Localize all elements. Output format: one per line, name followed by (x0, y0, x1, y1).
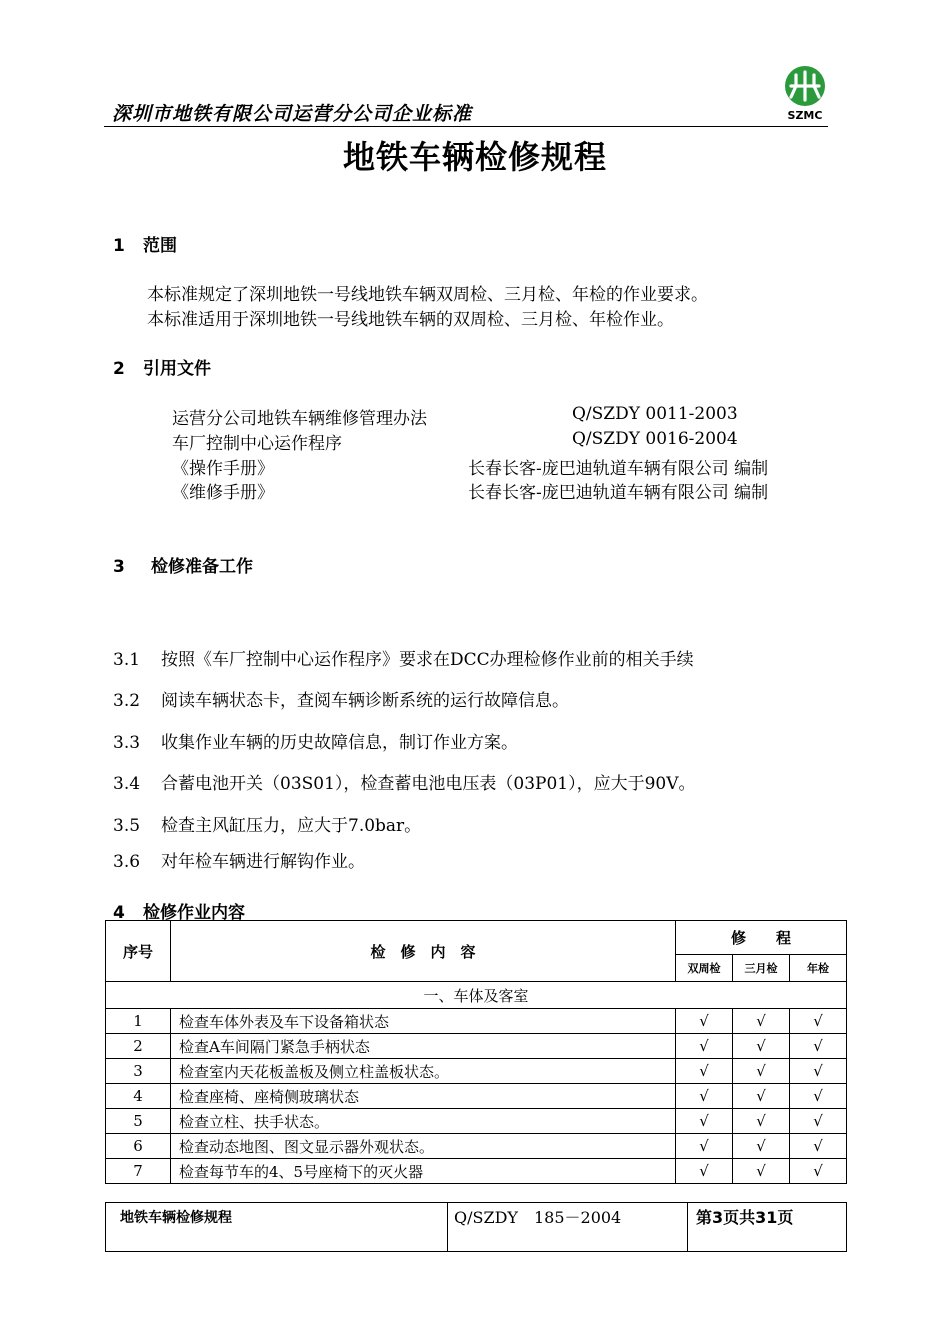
check-mark: √ (790, 1059, 847, 1084)
section-title: 范围 (143, 236, 177, 256)
section-number: 4 (113, 903, 125, 923)
table-row (106, 1134, 847, 1159)
row-content: 检查A车间隔门紧急手柄状态 (171, 1034, 676, 1059)
inspection-table (105, 920, 847, 1184)
row-content: 检查座椅、座椅侧玻璃状态 (171, 1084, 676, 1109)
check-mark: √ (733, 1134, 790, 1159)
row-number: 3 (106, 1059, 171, 1084)
seq-header: 序号 (106, 921, 171, 982)
prep-item-number: 3.5 (113, 816, 141, 836)
check-mark: √ (790, 1009, 847, 1034)
reference-code: Q/SZDY 0011-2003 (572, 404, 738, 424)
company-standard-header: 深圳市地铁有限公司运营分公司企业标准 (112, 103, 473, 125)
table-row (106, 1034, 847, 1059)
prep-item (113, 847, 365, 872)
reference-code: Q/SZDY 0016-2004 (572, 429, 738, 449)
process-header: 修 程 (676, 921, 847, 955)
prep-item-text: 按照《车厂控制中心运作程序》要求在DCC办理检修作业前的相关手续 (161, 650, 694, 670)
row-number: 4 (106, 1084, 171, 1109)
table-row (106, 1109, 847, 1134)
document-title: 地铁车辆检修规程 (342, 138, 607, 176)
section-number: 2 (113, 359, 125, 379)
row-number: 6 (106, 1134, 171, 1159)
row-content: 检查每节车的4、5号座椅下的灭火器 (171, 1159, 676, 1184)
row-content: 检查动态地图、图文显示器外观状态。 (171, 1134, 676, 1159)
table-row (106, 1084, 847, 1109)
check-mark: √ (790, 1084, 847, 1109)
section-title: 引用文件 (143, 359, 211, 379)
section-1-heading (113, 231, 177, 256)
logo-text: SZMC (787, 109, 823, 122)
table-row (106, 1009, 847, 1034)
table-group-row: 一、车体及客室 (106, 982, 847, 1009)
check-mark: √ (790, 1134, 847, 1159)
reference-name: 运营分公司地铁车辆维修管理办法 (172, 409, 427, 429)
check-mark: √ (733, 1159, 790, 1184)
section-2-heading (113, 354, 211, 379)
check-mark: √ (676, 1084, 733, 1109)
reference-code: 长春长客-庞巴迪轨道车辆有限公司 编制 (468, 483, 769, 503)
check-mark: √ (676, 1159, 733, 1184)
scope-paragraph: 本标准规定了深圳地铁一号线地铁车辆双周检、三月检、年检的作业要求。 (147, 285, 708, 305)
row-number: 7 (106, 1159, 171, 1184)
check-mark: √ (733, 1084, 790, 1109)
scope-paragraph: 本标准适用于深圳地铁一号线地铁车辆的双周检、三月检、年检作业。 (147, 310, 674, 330)
prep-item-number: 3.4 (113, 774, 141, 794)
prep-item (113, 769, 696, 794)
check-mark: √ (733, 1109, 790, 1134)
header-rule (104, 126, 828, 127)
prep-item-number: 3.3 (113, 733, 141, 753)
check-mark: √ (676, 1109, 733, 1134)
prep-item (113, 686, 569, 711)
section-number: 3 (113, 557, 125, 577)
section-number: 1 (113, 236, 125, 256)
check-mark: √ (676, 1059, 733, 1084)
row-number: 2 (106, 1034, 171, 1059)
biweekly-header: 双周检 (676, 954, 733, 981)
prep-item-number: 3.2 (113, 691, 141, 711)
table-row (106, 1159, 847, 1184)
check-mark: √ (790, 1034, 847, 1059)
section-3-heading (113, 552, 253, 577)
prep-item-text: 检查主风缸压力，应大于7.0bar。 (161, 816, 422, 836)
reference-name: 车厂控制中心运作程序 (172, 434, 342, 454)
check-mark: √ (676, 1034, 733, 1059)
prep-item (113, 728, 518, 753)
reference-code: 长春长客-庞巴迪轨道车辆有限公司 编制 (468, 459, 769, 479)
prep-item-text: 对年检车辆进行解钩作业。 (161, 852, 365, 872)
row-content: 检查室内天花板盖板及侧立柱盖板状态。 (171, 1059, 676, 1084)
prep-item (113, 811, 421, 836)
row-number: 5 (106, 1109, 171, 1134)
footer-page-number: 第3页共31页 (688, 1203, 847, 1252)
row-number: 1 (106, 1009, 171, 1034)
row-content: 检查立柱、扶手状态。 (171, 1109, 676, 1134)
check-mark: √ (733, 1034, 790, 1059)
quarterly-header: 三月检 (733, 954, 790, 981)
check-mark: √ (676, 1009, 733, 1034)
prep-item-number: 3.6 (113, 852, 141, 872)
section-title: 检修作业内容 (143, 903, 245, 923)
prep-item (113, 645, 694, 670)
content-header: 检 修 内 容 (171, 921, 676, 982)
footer-doc-code: Q/SZDY 185－2004 (448, 1203, 688, 1252)
check-mark: √ (733, 1059, 790, 1084)
section-title: 检修准备工作 (151, 557, 253, 577)
footer-table (105, 1202, 847, 1252)
reference-name: 《维修手册》 (172, 483, 274, 503)
prep-item-text: 合蓄电池开关（03S01），检查蓄电池电压表（03P01），应大于90V。 (161, 774, 696, 794)
check-mark: √ (790, 1109, 847, 1134)
row-content: 检查车体外表及车下设备箱状态 (171, 1009, 676, 1034)
reference-name: 《操作手册》 (172, 459, 274, 479)
check-mark: √ (676, 1134, 733, 1159)
table-row (106, 1059, 847, 1084)
check-mark: √ (790, 1159, 847, 1184)
prep-item-number: 3.1 (113, 650, 141, 670)
annual-header: 年检 (790, 954, 847, 981)
prep-item-text: 收集作业车辆的历史故障信息，制订作业方案。 (161, 733, 518, 753)
check-mark: √ (733, 1009, 790, 1034)
footer-title: 地铁车辆检修规程 (106, 1203, 448, 1252)
prep-item-text: 阅读车辆状态卡，查阅车辆诊断系统的运行故障信息。 (161, 691, 569, 711)
